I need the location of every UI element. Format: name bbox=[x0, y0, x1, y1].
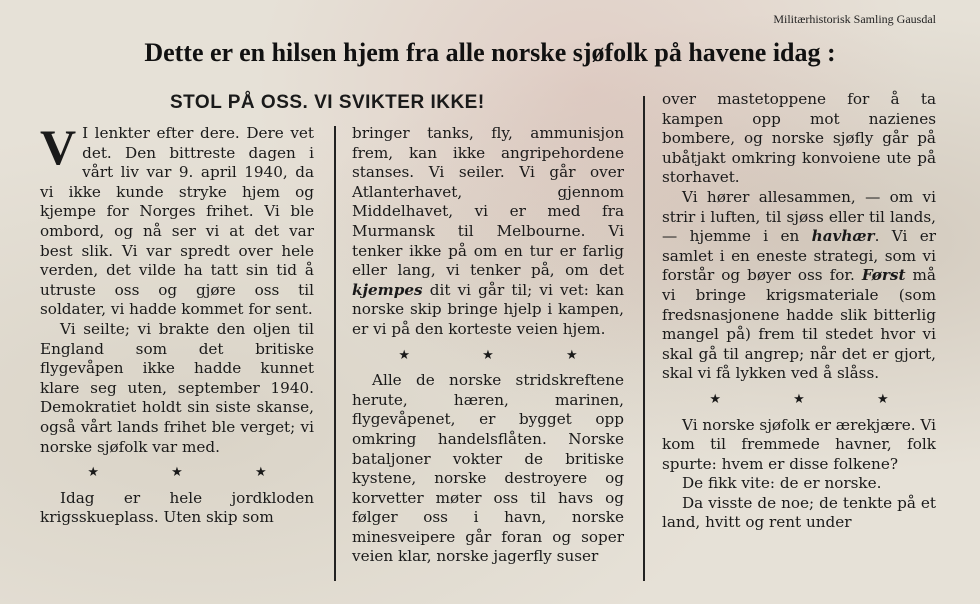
paragraph: Vi norske sjøfolk er ærekjære. Vi kom til fremmede havner, folk spurte: hvem er disse folkene? bbox=[662, 415, 936, 473]
paragraph-text: I lenkter efter dere. Dere vet det. Den bittreste dagen i vårt liv var 9. april 1940, da vi ikke kunde stryke hjem og kjempe for Norges frihet. Vi ble ombord, og nå ser vi at det var best slik. Vi var spredt over hele verden, det vilde ha tatt sin tid å utruste oss og gjøre oss til soldater, vi hadde kommet for sent. bbox=[40, 124, 314, 319]
paragraph: Idag er hele jordkloden krigsskueplass. Uten skip som bbox=[40, 488, 314, 527]
paragraph-text: . Vi er samlet i en eneste strategi, som vi forstår og bøyer oss for. bbox=[662, 227, 936, 285]
credit-caption: Militærhistorisk Samling Gausdal bbox=[773, 12, 936, 26]
paragraph-text: dit vi går til; vi vet: kan norske skip bringe hjelp i kampen, er vi på den korteste veien hjem. bbox=[352, 280, 624, 338]
paragraph: Alle de norske stridskreftene herute, hæren, marinen, flygevåpenet, er bygget opp omkring handelsflåten. Norske bataljoner vokter de britiske kystene, norske destroyere og korvetter møter oss til havs og følger oss i havn, norske minesveipere går foran og soper veien klar, norske jagerfly suser bbox=[352, 371, 624, 566]
paragraph: De fikk vite: de er norske. bbox=[682, 474, 882, 493]
paragraph bbox=[662, 188, 936, 384]
paragraph-text: Vi hører allesammen, — om vi strir i luften, til sjøss eller til lands, — hjemme i en bbox=[662, 187, 936, 246]
emphasis: kjempes bbox=[352, 280, 423, 299]
column-rule bbox=[643, 96, 645, 581]
star-divider: ★ ★ ★ bbox=[398, 347, 612, 363]
drop-cap: V bbox=[40, 119, 77, 175]
paragraph bbox=[352, 124, 624, 340]
paragraph-text: må vi bringe krigsmateriale (som fredsnasjonene hadde slik bitterlig mangel på) frem til stedet hvor vi skal gå til angrep; når det er gjort, skal vi få lykken ved å slåss. bbox=[662, 266, 936, 383]
column-2 bbox=[352, 124, 624, 567]
column-3 bbox=[662, 90, 936, 533]
emphasis: Først bbox=[861, 266, 906, 285]
paragraph bbox=[40, 119, 314, 320]
star-divider: ★ ★ ★ bbox=[87, 465, 301, 481]
paragraph: over mastetoppene for å ta kampen opp mot nazienes bombere, og norske sjøfly går på ubåtjakt omkring konvoiene ute på storhavet. bbox=[662, 90, 936, 187]
column-1 bbox=[40, 119, 314, 528]
paragraph-text: bringer tanks, fly, ammunisjon frem, kan ikke angripehordene stanses. Vi seiler. Vi går over Atlanterhavet, gjennom Middelhavet, vi er med fra Murmansk til Melbourne. Vi tenker ikke på om en tur er farlig eller lang, vi tenker på, om det bbox=[352, 124, 624, 280]
star-divider: ★ ★ ★ bbox=[709, 391, 923, 407]
paragraph: Da visste de noe; de tenkte på et land, hvitt og rent under bbox=[662, 493, 936, 532]
paragraph: Vi seilte; vi brakte den oljen til England som det britiske flygevåpen ikke hadde kunnet klare seg uten, september 1940. Demokratiet holdt sin siste skanse, også vårt lands frihet ble verget; vi norske sjøfolk var med. bbox=[40, 319, 314, 456]
column-rule bbox=[334, 126, 336, 581]
subheadline: STOL PÅ OSS. VI SVIKTER IKKE! bbox=[170, 92, 485, 113]
headline: Dette er en hilsen hjem fra alle norske sjøfolk på havene idag : bbox=[144, 38, 836, 67]
emphasis: havhær bbox=[811, 227, 875, 246]
